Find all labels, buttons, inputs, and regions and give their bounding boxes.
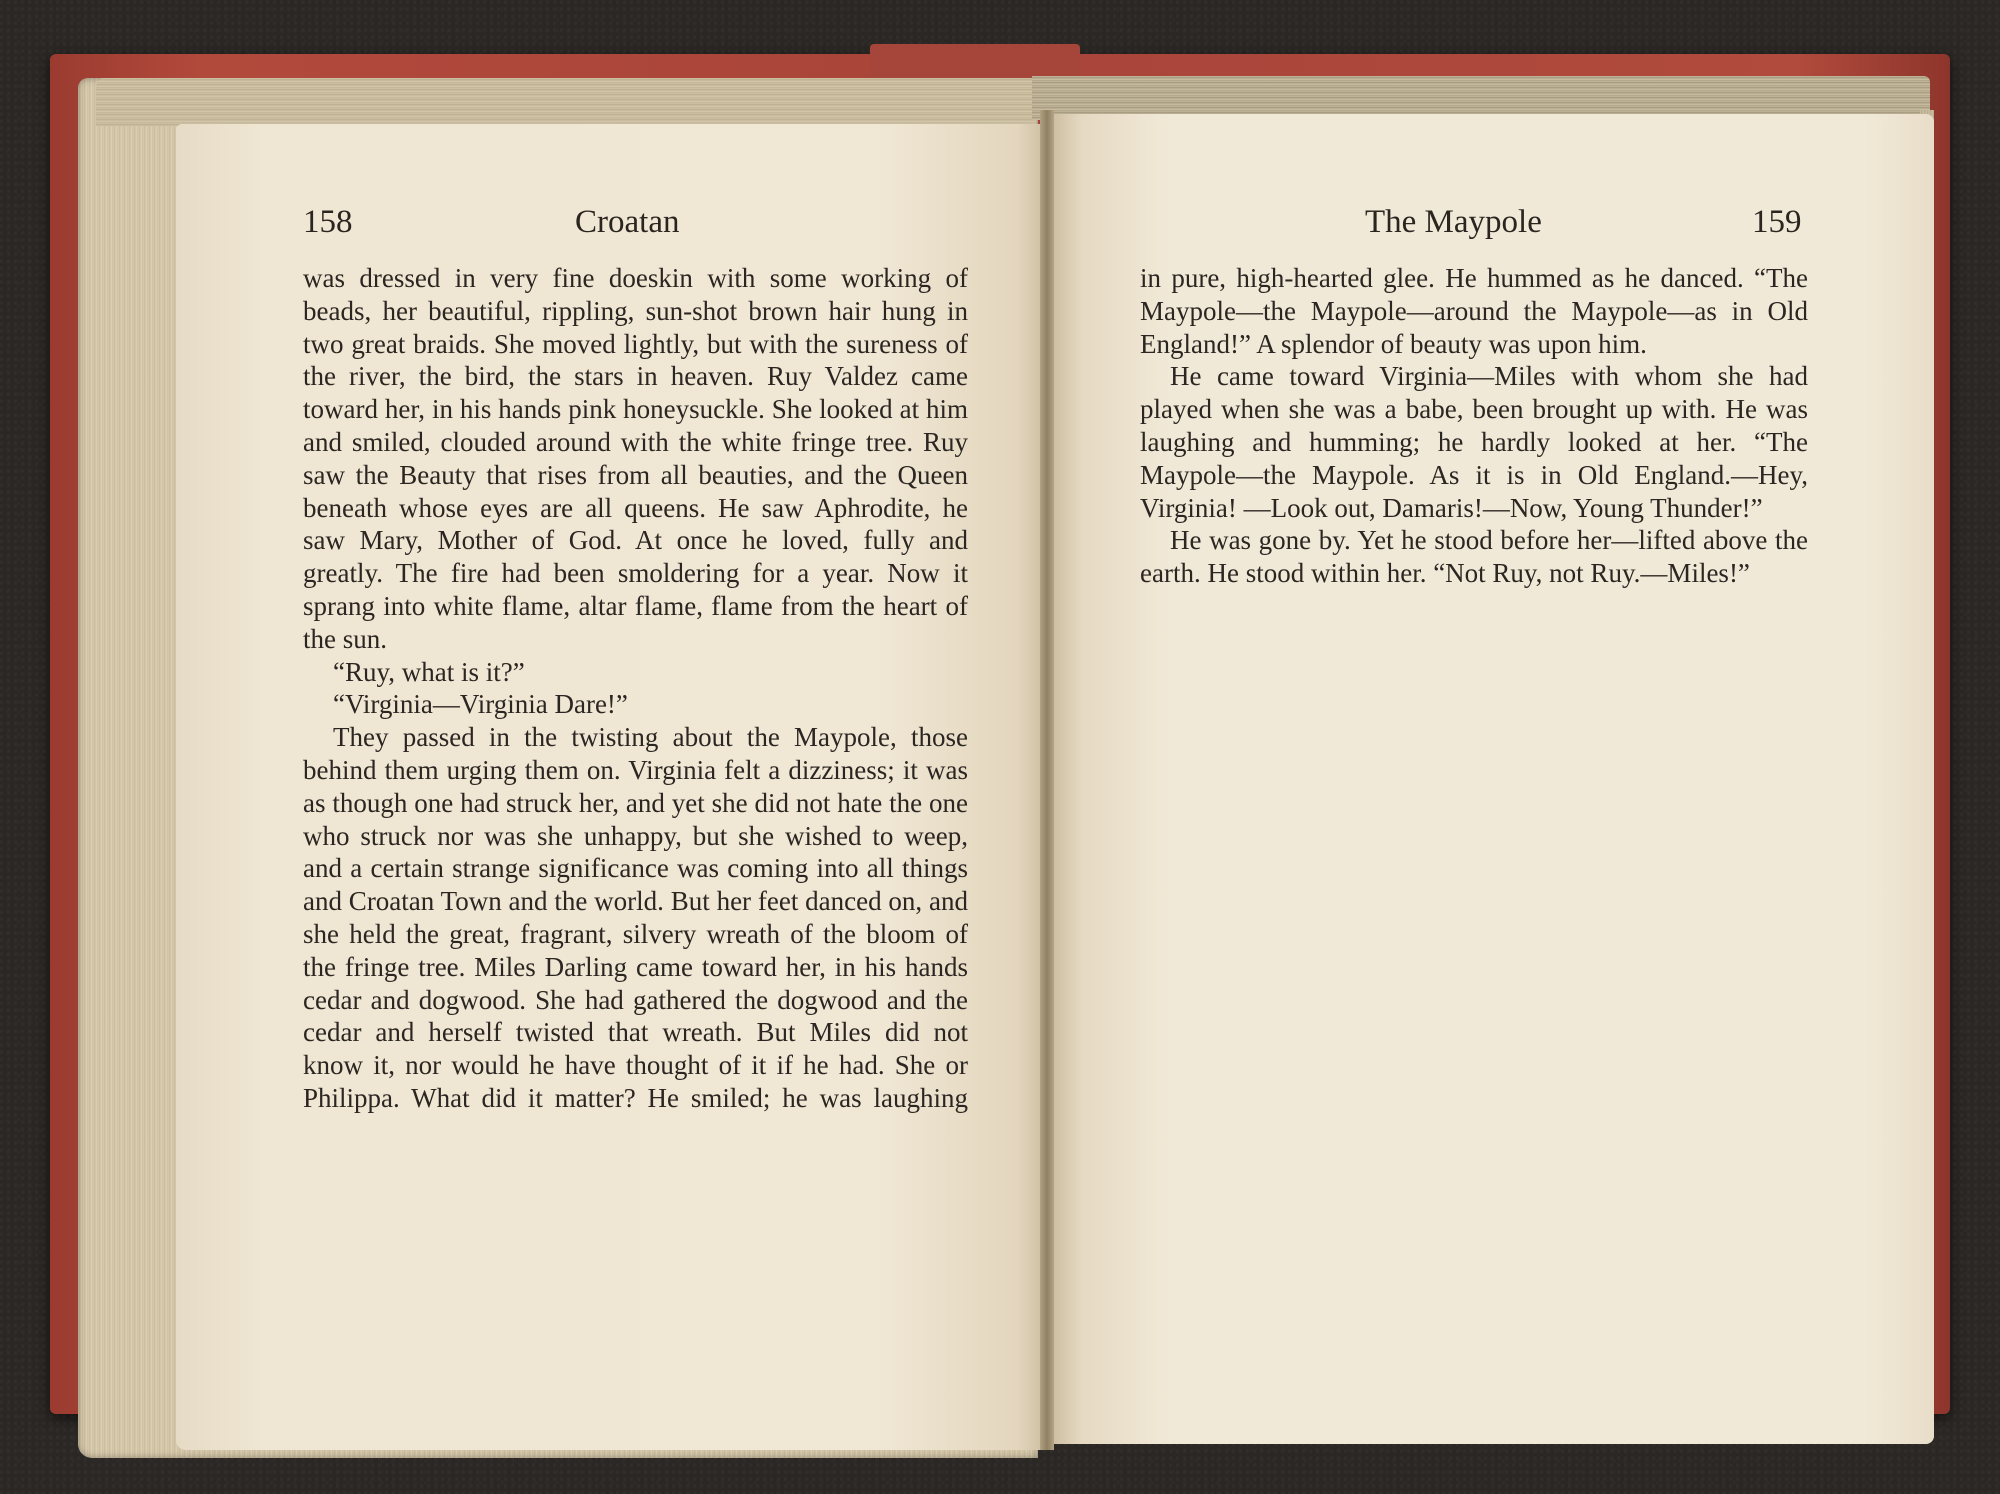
book-spine-top [870,44,1080,78]
book-gutter [1040,110,1054,1450]
left-paragraph-2: “Ruy, what is it?” [333,656,525,687]
right-page-number: 159 [1752,204,1802,240]
right-page-text [1140,262,1808,590]
left-paragraph-3: “Virginia—Virginia Dare!” [333,689,628,720]
left-top-page-edges [96,78,1036,126]
left-page-text [303,262,968,1115]
right-paragraph-3: He was gone by. Yet he stood before her—lifted above the earth. He stood within her. “Not Ruy, not Ruy.—Miles!” [1140,525,1808,589]
right-running-title: The Maypole [1365,204,1542,240]
right-paragraph-2: He came toward Virginia—Miles with whom she had played when she was a babe, been brought up with. He was laughing and humming; he hardly looked at her. “The Maypole—the Maypole. As it is in Old England.—Hey, Virginia! —Look out, Damaris!—Now, Young Thunder!” [1140,361,1808,523]
left-page-number: 158 [303,204,353,240]
left-paragraph-1: was dressed in very fine doeskin with some working of beads, her beautiful, rippling, sun-shot brown hair hung in two great braids. She moved lightly, but with the sureness of the river, the bird, the stars in heaven. Ruy Valdez came toward her, in his hands pink honeysuckle. She looked at him and smiled, clouded around with the white fringe tree. Ruy saw the Beauty that rises from all beauties, and the Queen beneath whose eyes are all queens. He saw Aphrodite, he saw Mary, Mother of God. At once he loved, fully and greatly. The fire had been smoldering for a year. Now it sprang into white flame, altar flame, flame from the heart of the sun. [303,263,968,654]
left-paragraph-4: They passed in the twisting about the Maypole, those behind them urging them on. Virginia felt a dizziness; it was as though one had struck her, and yet she did not hate the one who struck nor was she unhappy, but she wished to weep, and a certain strange significance was coming into all things and Croatan Town and the world. But her feet danced on, and she held the great, fragrant, silvery wreath of the bloom of the fringe tree. Miles Darling came toward her, in his hands cedar and dogwood. She had gathered the dogwood and the cedar and herself twisted that wreath. But Miles did not know it, nor would he have thought of it if he had. She or Philippa. What did it matter? He smiled; he was laughing [303,722,968,1113]
left-running-title: Croatan [575,204,680,240]
right-paragraph-1: in pure, high-hearted glee. He hummed as he danced. “The Maypole—the Maypole—around the Maypole—as in Old England!” A splendor of beauty was upon him. [1140,263,1808,359]
